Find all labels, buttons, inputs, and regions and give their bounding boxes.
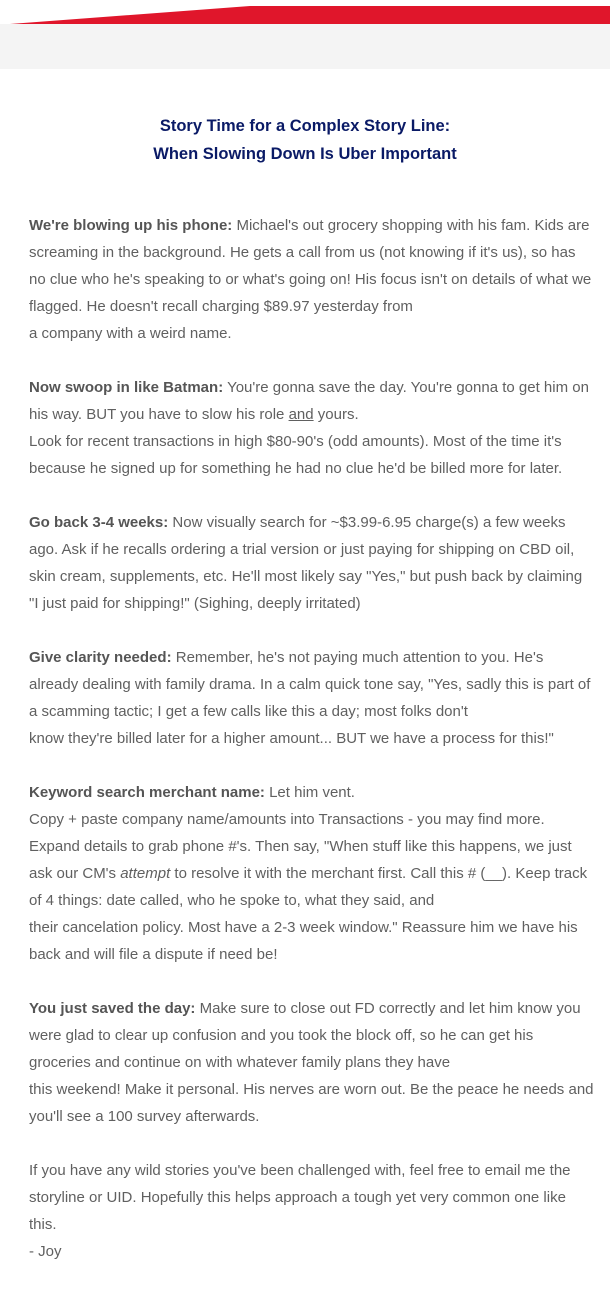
section-heading: Now swoop in like Batman: (29, 379, 224, 396)
newsletter-title (0, 112, 610, 168)
red-accent-bar (0, 0, 610, 24)
section-heading: Go back 3-4 weeks: (29, 514, 169, 531)
section-heading: You just saved the day: (29, 1000, 196, 1017)
section-heading: Keyword search merchant name: (29, 784, 265, 801)
section-batman (29, 374, 595, 482)
section-clarity (29, 644, 595, 752)
section-heading: We're blowing up his phone: (29, 217, 233, 234)
section-text: this weekend! Make it personal. His nerves are worn out. Be the peace he needs and you'll see a 100 survey afterwards. (29, 1081, 594, 1125)
section-text: Remember, he's not paying much attention to you. He's already dealing with family drama. In a calm quick tone say, "Yes, sadly this is part of a scamming tactic; I get a few calls like this a day; most folks don't (29, 649, 591, 720)
title-line-2: When Slowing Down Is Uber Important (153, 145, 457, 163)
signoff: - Joy (29, 1243, 62, 1260)
article-body (29, 212, 595, 1292)
underlined-word: and (288, 406, 314, 423)
section-text: Michael's out grocery shopping with his fam. Kids are screaming in the background. He gets a call from us (not knowing if it's us), so has no clue who he's speaking to or what's going on! His focus isn't on details of what we flagged. He doesn't recall charging $89.97 yesterday from (29, 217, 592, 315)
section-saved-day (29, 995, 595, 1130)
section-text: Now visually search for ~$3.99-6.95 charge(s) a few weeks ago. Ask if he recalls ordering a trial version or just paying for shipping on CBD oil, skin cream, supplements, etc. He'll most likely say "Yes," but push back by claiming "I just paid for shipping!" (Sighing, deeply irritated) (29, 514, 583, 612)
red-stripe-graphic (0, 0, 610, 24)
section-keyword-search (29, 779, 595, 968)
section-text: yours. (313, 406, 359, 423)
section-text: know they're billed later for a higher amount... BUT we have a process for this!" (29, 730, 554, 747)
section-text: Let him vent. (264, 784, 355, 801)
title-line-1: Story Time for a Complex Story Line: (159, 117, 451, 135)
section-text: Make sure to close out FD correctly and let him know you were glad to clear up confusion and you took the block off, so he can get his groceries and continue on with whatever family plans they have (29, 1000, 581, 1071)
section-phone (29, 212, 595, 347)
section-text: a company with a weird name. (29, 325, 232, 342)
section-text: Copy + paste company name/amounts into Transactions - you may find more. (29, 811, 545, 828)
section-text: to resolve it with the merchant first. Call this # (__). Keep track of 4 things: date called, who he spoke to, what they said, and (29, 865, 588, 909)
closing-text: If you have any wild stories you've been challenged with, feel free to email me the storyline or UID. Hopefully this helps approach a tough yet very common one like this. (29, 1162, 571, 1233)
section-heading: Give clarity needed: (29, 649, 172, 666)
italic-word: attempt (120, 865, 171, 882)
closing-note (29, 1157, 595, 1265)
section-text: Look for recent transactions in high $80-90's (odd amounts). Most of the time it's because he signed up for something he had no clue he'd be billed more for later. (29, 433, 563, 477)
section-text: their cancelation policy. Most have a 2-3 week window." Reassure him we have his back and will file a dispute if need be! (29, 919, 578, 963)
section-text: You're gonna save the day. You're gonna to get him on his way. BUT you have to slow his role (29, 379, 589, 423)
section-text: Expand details to grab phone #'s. Then say, "When stuff like this happens, we just ask our CM's (29, 838, 572, 882)
section-go-back (29, 509, 595, 617)
